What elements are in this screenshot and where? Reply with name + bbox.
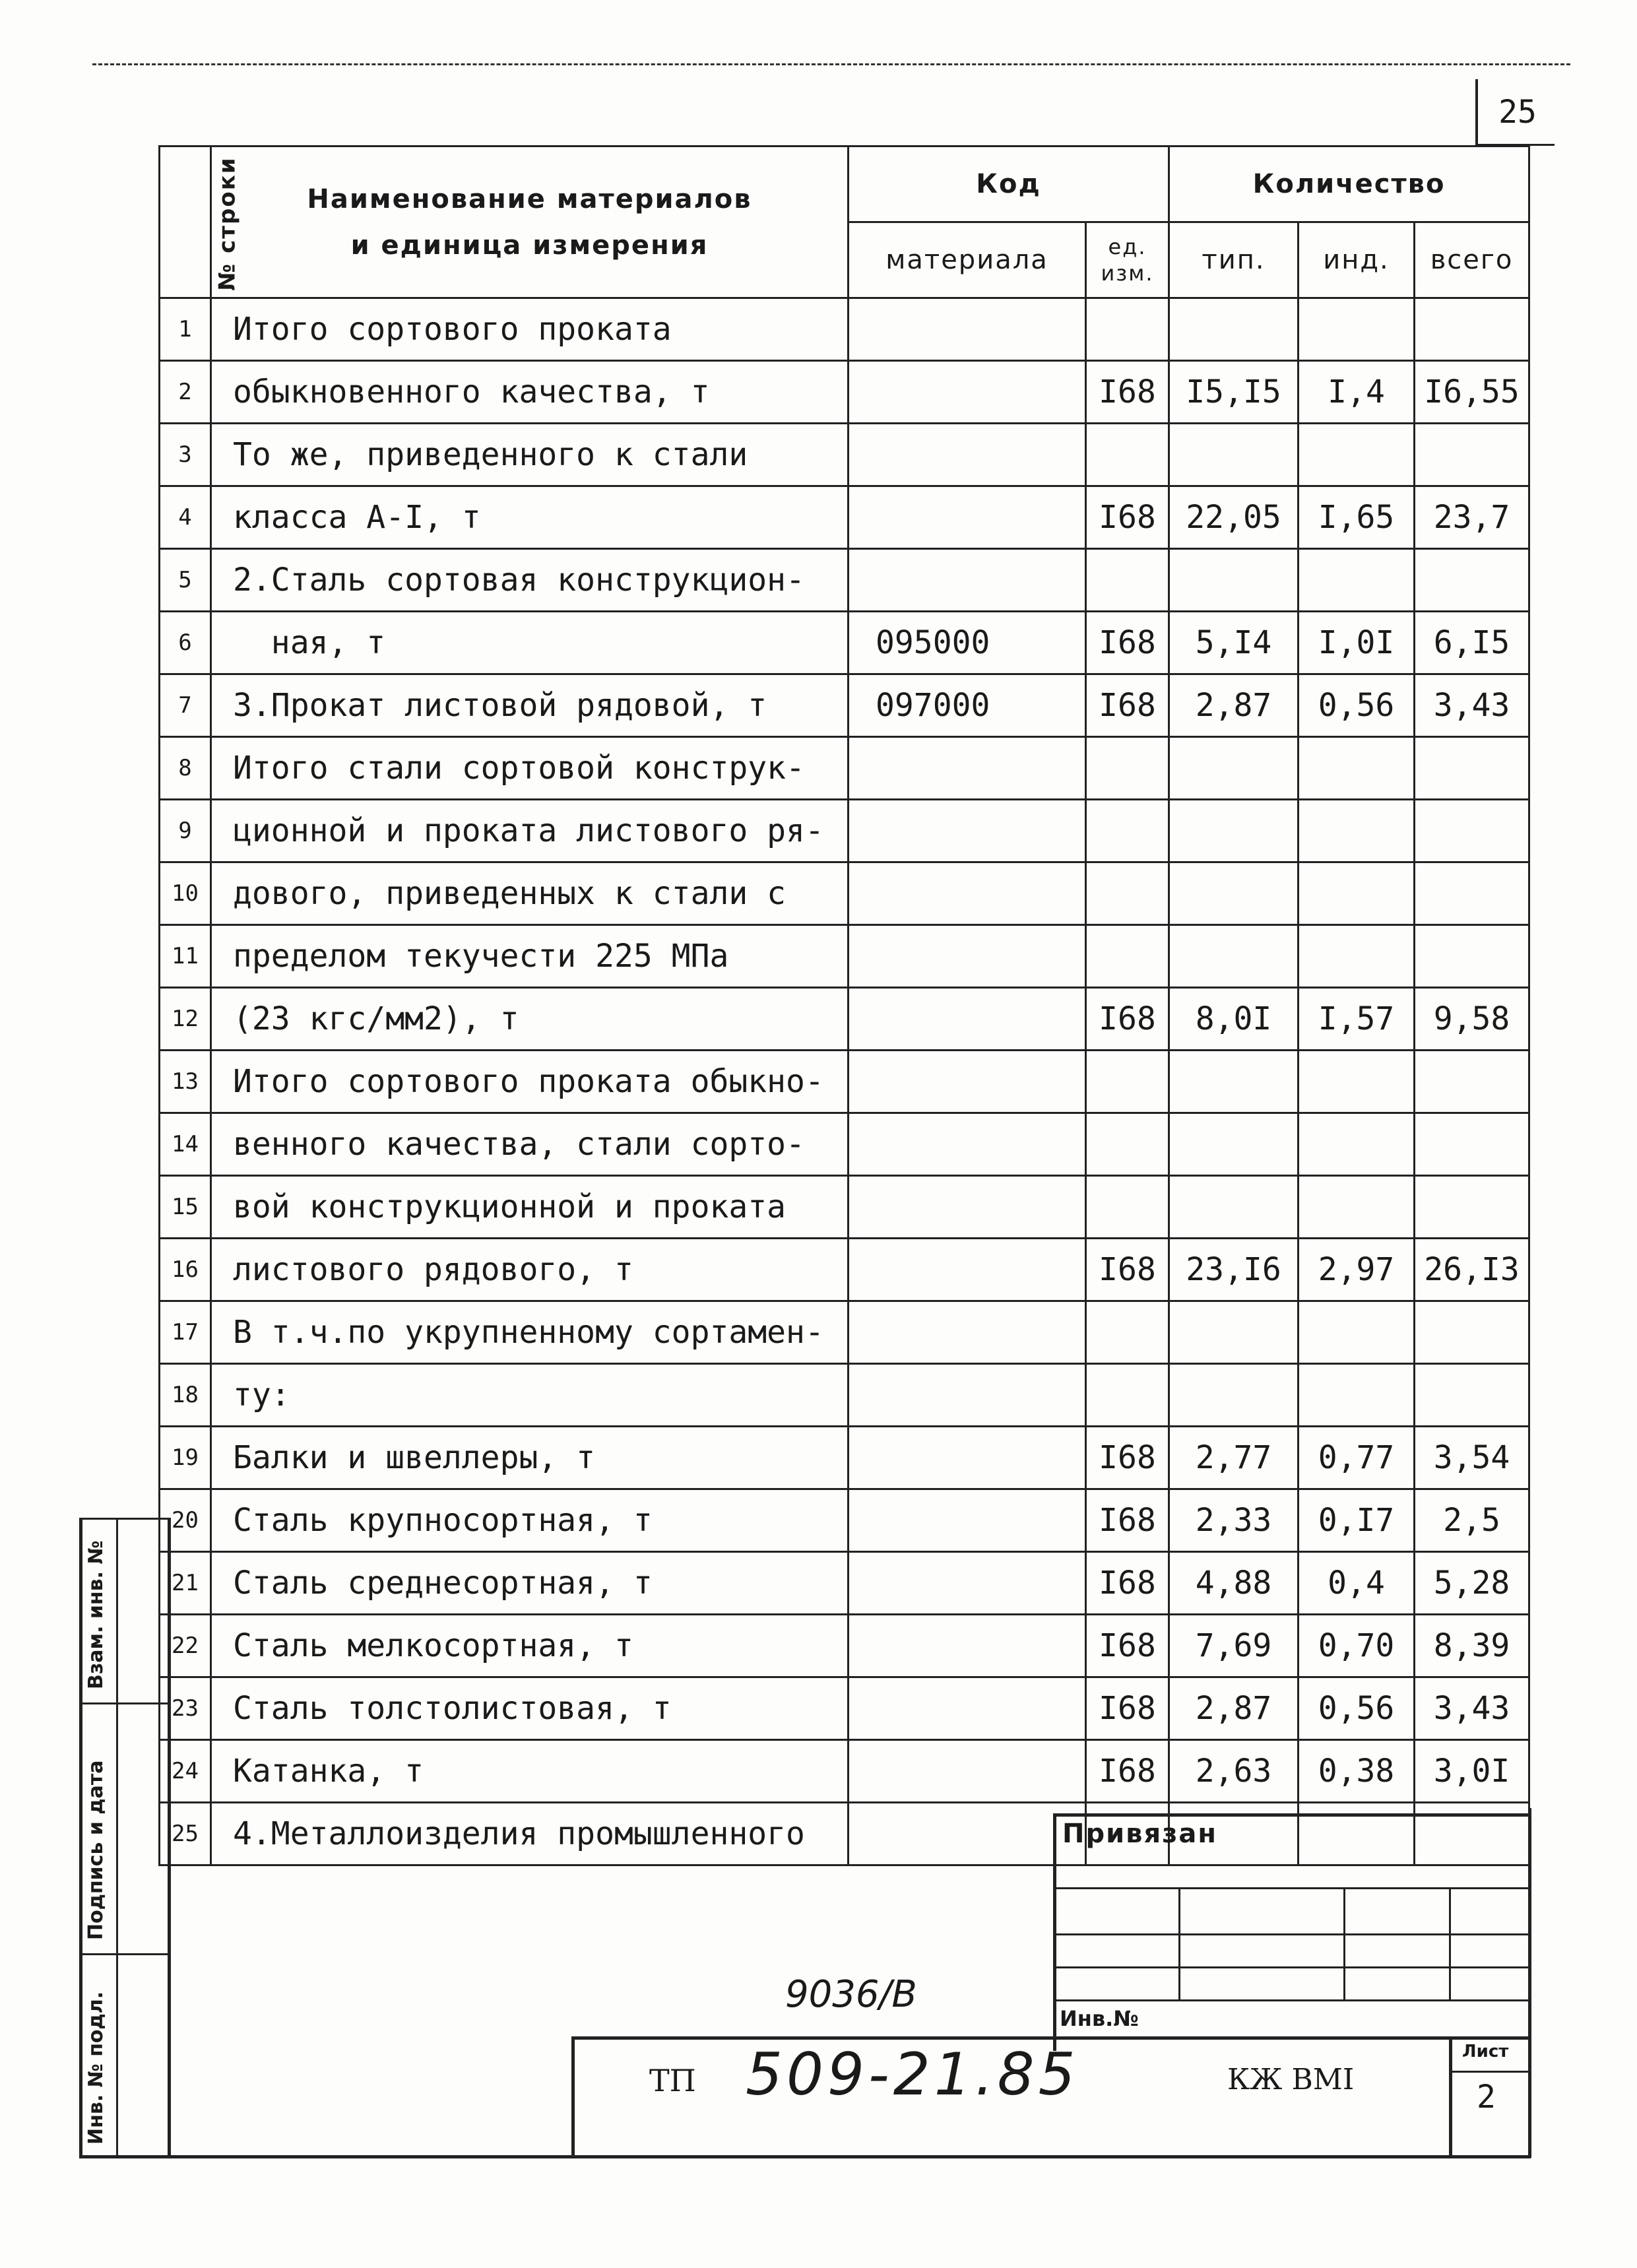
typical-qty-cell [1169,549,1299,612]
material-code-cell [849,1051,1086,1113]
material-code-cell [849,988,1086,1051]
tp-label: ТП [649,2063,696,2098]
material-name-cell: 2.Сталь сортовая конструкцион- [211,549,849,612]
table-row [160,1051,1529,1113]
individual-qty-cell [1299,1051,1415,1113]
row-number-cell: 21 [160,1552,211,1615]
title-block-top [571,2036,1529,2040]
typical-qty-cell [1169,1301,1299,1364]
table-row [160,486,1529,549]
individual-qty-cell [1299,862,1415,925]
individual-qty-cell [1299,1176,1415,1239]
total-qty-cell [1415,1803,1529,1865]
sheet-label-rule [1449,2071,1529,2073]
material-code-cell [849,424,1086,486]
total-qty-cell [1415,800,1529,862]
material-code-cell [849,298,1086,361]
privyazan-rule-3 [1053,1966,1529,1968]
row-number-cell: 16 [160,1239,211,1301]
material-code-cell [849,1113,1086,1176]
row-number-cell: 10 [160,862,211,925]
typical-qty-cell [1169,800,1299,862]
row-number-cell: 7 [160,674,211,737]
unit-cell [1086,1113,1169,1176]
material-name-cell: 3.Прокат листовой рядовой, т [211,674,849,737]
typical-qty-cell [1169,925,1299,988]
typical-qty-cell: 5,I4 [1169,612,1299,674]
individual-qty-cell: I,65 [1299,486,1415,549]
total-qty-cell: 3,54 [1415,1427,1529,1489]
total-qty-cell: 8,39 [1415,1615,1529,1677]
material-code-cell [849,1427,1086,1489]
unit-cell: I68 [1086,1239,1169,1301]
side-strip-top [79,1518,168,1520]
material-code-cell [849,862,1086,925]
material-code-cell [849,361,1086,424]
header-total: всего [1415,222,1529,298]
material-name-cell: В т.ч.по укрупненному сортамен- [211,1301,849,1364]
individual-qty-cell: 0,38 [1299,1740,1415,1803]
total-qty-cell [1415,925,1529,988]
row-number-cell: 23 [160,1677,211,1740]
material-code-cell [849,925,1086,988]
table-row [160,737,1529,800]
material-code-cell [849,1552,1086,1615]
table-row [160,925,1529,988]
material-name-cell: листового рядового, т [211,1239,849,1301]
total-qty-cell: 3,43 [1415,674,1529,737]
title-block-sheet-divider [1449,2036,1452,2156]
material-name-cell: Итого стали сортовой конструк- [211,737,849,800]
material-name-cell: дового, приведенных к стали с [211,862,849,925]
privyazan-top-rule [1053,1813,1529,1817]
side-strip-divider [116,1518,118,2158]
unit-cell [1086,1176,1169,1239]
typical-qty-cell [1169,1364,1299,1427]
unit-cell: I68 [1086,361,1169,424]
unit-cell [1086,1301,1169,1364]
privyazan-rule-2 [1053,1933,1529,1935]
unit-cell [1086,800,1169,862]
material-code-cell [849,1364,1086,1427]
row-number-cell: 24 [160,1740,211,1803]
sheet-number: 2 [1477,2079,1496,2116]
unit-cell [1086,549,1169,612]
total-qty-cell: 3,0I [1415,1740,1529,1803]
individual-qty-cell [1299,800,1415,862]
table-row [160,988,1529,1051]
archive-number: 9036/В [785,1973,917,2016]
unit-cell: I68 [1086,486,1169,549]
total-qty-cell [1415,1176,1529,1239]
typical-qty-cell: 2,33 [1169,1489,1299,1552]
table-row [160,1364,1529,1427]
total-qty-cell: 26,I3 [1415,1239,1529,1301]
material-code-cell [849,1615,1086,1677]
project-number: 509-21.85 [746,2040,1079,2108]
unit-cell: I68 [1086,1489,1169,1552]
material-name-cell: Сталь среднесортная, т [211,1552,849,1615]
typical-qty-cell: I5,I5 [1169,361,1299,424]
side-label-podpis-data: Подпись и дата [84,1760,108,1940]
individual-qty-cell: 0,I7 [1299,1489,1415,1552]
material-name-cell: ционной и проката листового ря- [211,800,849,862]
typical-qty-cell [1169,862,1299,925]
row-number-cell: 15 [160,1176,211,1239]
individual-qty-cell [1299,424,1415,486]
unit-cell: I68 [1086,1552,1169,1615]
row-number-cell: 20 [160,1489,211,1552]
total-qty-cell: I6,55 [1415,361,1529,424]
unit-cell: I68 [1086,674,1169,737]
row-number-cell: 1 [160,298,211,361]
table-row [160,1113,1529,1176]
individual-qty-cell: 0,77 [1299,1427,1415,1489]
individual-qty-cell [1299,1803,1415,1865]
typical-qty-cell: 2,63 [1169,1740,1299,1803]
material-name-cell: Катанка, т [211,1740,849,1803]
header-material-code: материала [849,222,1086,298]
material-name-cell: (23 кгс/мм2), т [211,988,849,1051]
total-qty-cell [1415,1301,1529,1364]
table-row [160,800,1529,862]
sheet-code: КЖ ВМI [1227,2063,1355,2096]
table-row [160,1677,1529,1740]
typical-qty-cell [1169,424,1299,486]
total-qty-cell: 6,I5 [1415,612,1529,674]
sheet-label: Лист [1462,2042,1509,2061]
individual-qty-cell [1299,1301,1415,1364]
unit-cell [1086,925,1169,988]
title-block-left [571,2036,575,2156]
unit-cell [1086,1051,1169,1113]
material-code-cell [849,1176,1086,1239]
material-name-cell: Итого сортового проката [211,298,849,361]
material-name-cell: обыкновенного качества, т [211,361,849,424]
material-code-cell [849,1677,1086,1740]
table-row [160,1239,1529,1301]
row-number-cell: 25 [160,1803,211,1865]
total-qty-cell: 3,43 [1415,1677,1529,1740]
table-row [160,424,1529,486]
typical-qty-cell: 7,69 [1169,1615,1299,1677]
material-name-cell: То же, приведенного к стали [211,424,849,486]
row-number-cell: 5 [160,549,211,612]
privyazan-rule-4 [1053,1999,1529,2001]
typical-qty-cell: 2,87 [1169,674,1299,737]
table-row [160,298,1529,361]
header-material-name: Наименование материалов и единица измерения [211,146,849,298]
total-qty-cell [1415,1113,1529,1176]
material-name-cell: вой конструкционной и проката [211,1176,849,1239]
material-code-cell [849,1740,1086,1803]
header-quantity: Количество [1169,146,1529,222]
row-number-cell: 8 [160,737,211,800]
typical-qty-cell [1169,1051,1299,1113]
material-code-cell [849,1803,1086,1865]
typical-qty-cell: 22,05 [1169,486,1299,549]
row-number-cell: 18 [160,1364,211,1427]
typical-qty-cell [1169,1113,1299,1176]
table-row [160,361,1529,424]
unit-cell [1086,862,1169,925]
table-row [160,1489,1529,1552]
row-number-cell: 9 [160,800,211,862]
individual-qty-cell: 2,97 [1299,1239,1415,1301]
total-qty-cell: 9,58 [1415,988,1529,1051]
header-row-number: № строки [160,146,211,298]
header-typical: тип. [1169,222,1299,298]
individual-qty-cell [1299,925,1415,988]
table-row [160,1301,1529,1364]
materials-table-body [160,298,1529,1865]
table-row [160,1176,1529,1239]
total-qty-cell [1415,1364,1529,1427]
typical-qty-cell: 23,I6 [1169,1239,1299,1301]
materials-table [158,145,1530,1866]
table-row [160,1740,1529,1803]
side-strip-right-border [168,1518,171,2158]
total-qty-cell [1415,424,1529,486]
privyazan-left-rule [1053,1813,1056,2051]
unit-cell: I68 [1086,1427,1169,1489]
total-qty-cell [1415,549,1529,612]
privyazan-label: Привязан [1062,1819,1218,1849]
unit-cell [1086,298,1169,361]
material-code-cell [849,1239,1086,1301]
individual-qty-cell: I,57 [1299,988,1415,1051]
unit-cell [1086,1364,1169,1427]
row-number-cell: 22 [160,1615,211,1677]
material-name-cell: Итого сортового проката обыкно- [211,1051,849,1113]
material-name-cell: класса А-I, т [211,486,849,549]
privyazan-col-3 [1449,1887,1451,1999]
unit-cell [1086,424,1169,486]
material-code-cell [849,800,1086,862]
individual-qty-cell: 0,56 [1299,674,1415,737]
total-qty-cell [1415,298,1529,361]
total-qty-cell [1415,737,1529,800]
material-name-cell: Сталь крупносортная, т [211,1489,849,1552]
row-number-cell: 2 [160,361,211,424]
privyazan-rule-1 [1053,1887,1529,1889]
header-code: Код [849,146,1169,222]
material-code-cell: 095000 [849,612,1086,674]
privyazan-col-1 [1178,1887,1180,1999]
side-label-vzam-inv: Взам. инв. № [84,1540,108,1689]
material-code-cell: 097000 [849,674,1086,737]
individual-qty-cell: I,4 [1299,361,1415,424]
privyazan-col-2 [1343,1887,1345,1999]
total-qty-cell [1415,1051,1529,1113]
unit-cell: I68 [1086,1740,1169,1803]
top-border-line [92,63,1570,65]
unit-cell: I68 [1086,988,1169,1051]
side-strip-left-border [79,1518,82,2158]
individual-qty-cell [1299,549,1415,612]
material-name-cell: ная, т [211,612,849,674]
row-number-cell: 14 [160,1113,211,1176]
material-name-cell: Сталь мелкосортная, т [211,1615,849,1677]
row-number-cell: 19 [160,1427,211,1489]
table-row [160,1552,1529,1615]
material-name-cell: 4.Металлоизделия промышленного [211,1803,849,1865]
table-row [160,1427,1529,1489]
total-qty-cell: 5,28 [1415,1552,1529,1615]
typical-qty-cell [1169,737,1299,800]
row-number-cell: 11 [160,925,211,988]
row-number-cell: 13 [160,1051,211,1113]
side-strip-rule-1 [79,1702,168,1704]
individual-qty-cell: 0,4 [1299,1552,1415,1615]
material-name-cell: венного качества, стали сорто- [211,1113,849,1176]
individual-qty-cell [1299,298,1415,361]
page-number: 25 [1475,79,1557,145]
material-code-cell [849,737,1086,800]
typical-qty-cell [1169,298,1299,361]
typical-qty-cell: 2,87 [1169,1677,1299,1740]
side-label-inv-podl: Инв. № подл. [84,1991,108,2145]
table-row [160,674,1529,737]
unit-cell: I68 [1086,1615,1169,1677]
material-name-cell: Сталь толстолистовая, т [211,1677,849,1740]
unit-cell: I68 [1086,1677,1169,1740]
individual-qty-cell: 0,56 [1299,1677,1415,1740]
table-row [160,612,1529,674]
individual-qty-cell [1299,737,1415,800]
material-name-cell: Балки и швеллеры, т [211,1427,849,1489]
row-number-cell: 6 [160,612,211,674]
row-number-cell: 4 [160,486,211,549]
material-name-cell: пределом текучести 225 МПа [211,925,849,988]
material-name-cell: ту: [211,1364,849,1427]
material-code-cell [849,1489,1086,1552]
table-row [160,862,1529,925]
header-individual: инд. [1299,222,1415,298]
total-qty-cell: 23,7 [1415,486,1529,549]
material-code-cell [849,486,1086,549]
row-number-cell: 17 [160,1301,211,1364]
row-number-cell: 12 [160,988,211,1051]
header-unit: ед. изм. [1086,222,1169,298]
individual-qty-cell: I,0I [1299,612,1415,674]
table-row [160,549,1529,612]
inv-no-label: Инв.№ [1060,2006,1139,2031]
unit-cell: I68 [1086,612,1169,674]
unit-cell [1086,737,1169,800]
bottom-frame-line [79,2155,1531,2158]
table-row [160,1803,1529,1865]
total-qty-cell: 2,5 [1415,1489,1529,1552]
material-code-cell [849,1301,1086,1364]
individual-qty-cell [1299,1364,1415,1427]
row-number-cell: 3 [160,424,211,486]
total-qty-cell [1415,862,1529,925]
material-code-cell [849,549,1086,612]
typical-qty-cell: 2,77 [1169,1427,1299,1489]
side-strip-rule-2 [79,1953,168,1955]
right-frame-line [1528,1808,1531,2158]
individual-qty-cell [1299,1113,1415,1176]
table-row [160,1615,1529,1677]
typical-qty-cell: 4,88 [1169,1552,1299,1615]
typical-qty-cell [1169,1176,1299,1239]
individual-qty-cell: 0,70 [1299,1615,1415,1677]
typical-qty-cell: 8,0I [1169,988,1299,1051]
